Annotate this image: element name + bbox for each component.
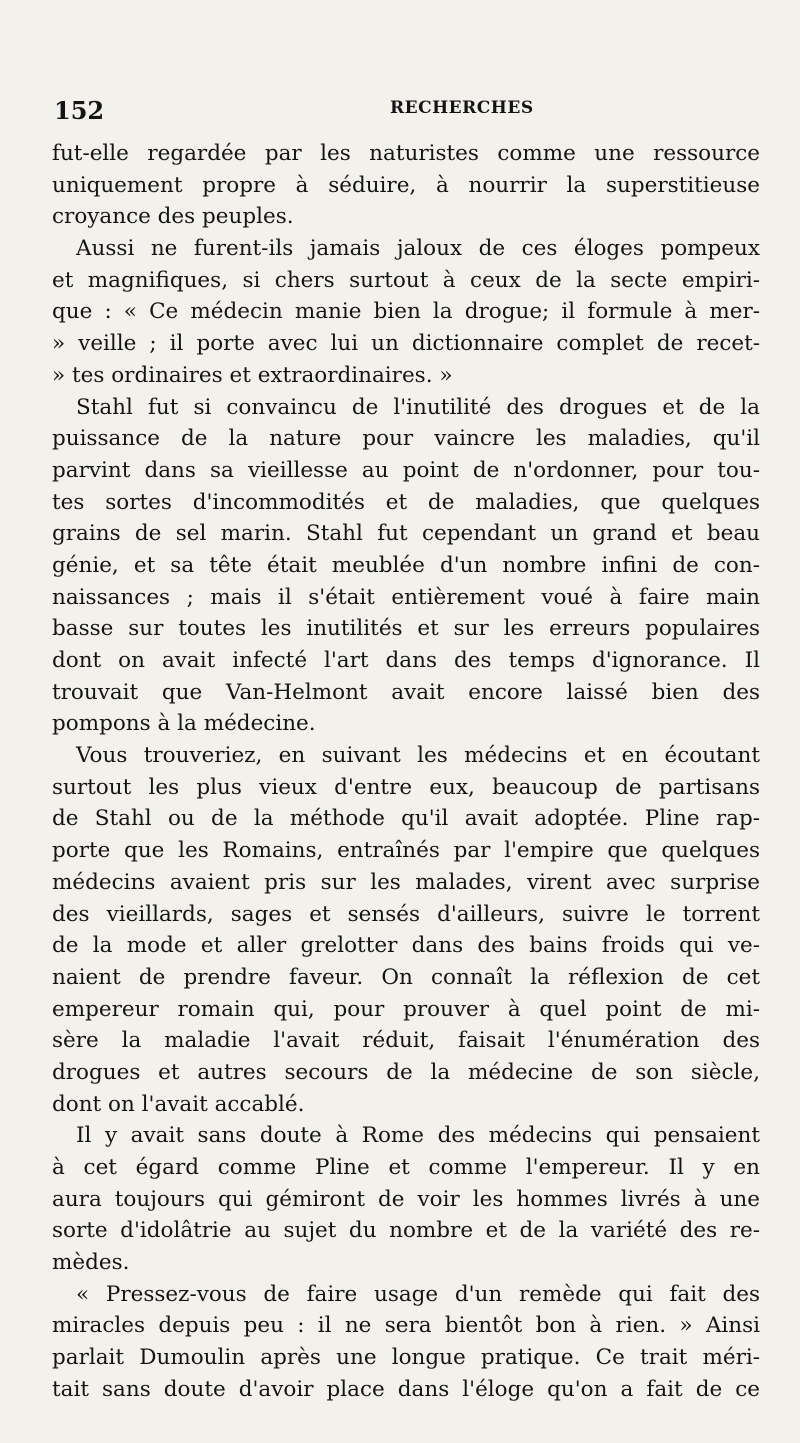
- text-line: sorte d'idolâtrie au sujet du nombre et de la variété des re-: [52, 1218, 760, 1244]
- text-line: médecins avaient pris sur les malades, virent avec surprise: [52, 869, 760, 895]
- paragraph: [52, 392, 760, 741]
- text-line: tes sortes d'incommodités et de maladies, que quelques: [52, 489, 760, 515]
- text-line: et magnifiques, si chers surtout à ceux de la secte empiri-: [52, 267, 760, 293]
- text-line: parlait Dumoulin après une longue pratique. Ce trait méri-: [52, 1345, 760, 1371]
- text-line: porte que les Romains, entraînés par l'empire que quelques: [52, 838, 760, 864]
- text-line: aura toujours qui gémiront de voir les hommes livrés à une: [52, 1186, 760, 1212]
- paragraph: [52, 1279, 760, 1406]
- text-line: sère la maladie l'avait réduit, faisait l'énumération des: [52, 1028, 760, 1054]
- text-line: parvint dans sa vieillesse au point de n'ordonner, pour tou-: [52, 457, 760, 483]
- text-line: » veille ; il porte avec lui un dictionnaire complet de recet-: [52, 331, 760, 357]
- text-line: puissance de la nature pour vaincre les maladies, qu'il: [52, 426, 760, 452]
- page-header: [52, 92, 760, 138]
- text-line: basse sur toutes les inutilités et sur les erreurs populaires: [52, 616, 760, 642]
- text-line: empereur romain qui, pour prouver à quel point de mi-: [52, 996, 760, 1022]
- paragraph: [52, 740, 760, 1120]
- text-line: des vieillards, sages et sensés d'ailleurs, suivre le torrent: [52, 901, 760, 927]
- text-line: miracles depuis peu : il ne sera bientôt bon à rien. » Ainsi: [52, 1313, 760, 1339]
- text-line: naient de prendre faveur. On connaît la réflexion de cet: [52, 964, 760, 990]
- text-line: Il y avait sans doute à Rome des médecins qui pensaient: [76, 1123, 760, 1149]
- text-line: mèdes.: [52, 1250, 130, 1276]
- paragraph: [52, 1120, 760, 1278]
- text-line: de la mode et aller grelotter dans des bains froids qui ve-: [52, 933, 760, 959]
- text-line: fut-elle regardée par les naturistes comme une ressource: [52, 141, 760, 166]
- text-line: de Stahl ou de la méthode qu'il avait adoptée. Pline rap-: [52, 806, 760, 832]
- text-line: grains de sel marin. Stahl fut cependant un grand et beau: [52, 521, 760, 547]
- text-line: tait sans doute d'avoir place dans l'éloge qu'on a fait de ce: [52, 1376, 760, 1402]
- text-line: surtout les plus vieux d'entre eux, beaucoup de partisans: [52, 774, 760, 800]
- text-line: que : « Ce médecin manie bien la drogue; il formule à mer-: [52, 299, 760, 325]
- text-line: trouvait que Van-Helmont avait encore laissé bien des: [52, 679, 760, 705]
- paragraph: [52, 138, 760, 233]
- text-line: Stahl fut si convaincu de l'inutilité des drogues et de la: [76, 394, 760, 420]
- text-line: à cet égard comme Pline et comme l'empereur. Il y en: [52, 1155, 760, 1180]
- text-line: dont on avait infecté l'art dans des temps d'ignorance. Il: [52, 648, 760, 673]
- paragraph: [52, 233, 760, 391]
- text-line: croyance des peuples.: [52, 204, 294, 230]
- body-text: [52, 138, 760, 1406]
- text-line: dont on l'avait accablé.: [52, 1091, 305, 1117]
- text-line: uniquement propre à séduire, à nourrir la superstitieuse: [52, 172, 760, 198]
- text-line: » tes ordinaires et extraordinaires. »: [52, 362, 453, 388]
- text-line: pompons à la médecine.: [52, 711, 316, 737]
- text-line: drogues et autres secours de la médecine de son siècle,: [52, 1059, 760, 1085]
- page-number: 152: [54, 96, 105, 125]
- text-line: Vous trouveriez, en suivant les médecins et en écoutant: [76, 743, 760, 769]
- text-line: génie, et sa tête était meublée d'un nombre infini de con-: [52, 552, 760, 578]
- text-line: « Pressez-vous de faire usage d'un remède qui fait des: [76, 1281, 760, 1307]
- running-head: RECHERCHES: [390, 98, 534, 118]
- text-line: Aussi ne furent-ils jamais jaloux de ces éloges pompeux: [76, 236, 760, 262]
- text-line: naissances ; mais il s'était entièrement voué à faire main: [52, 584, 760, 610]
